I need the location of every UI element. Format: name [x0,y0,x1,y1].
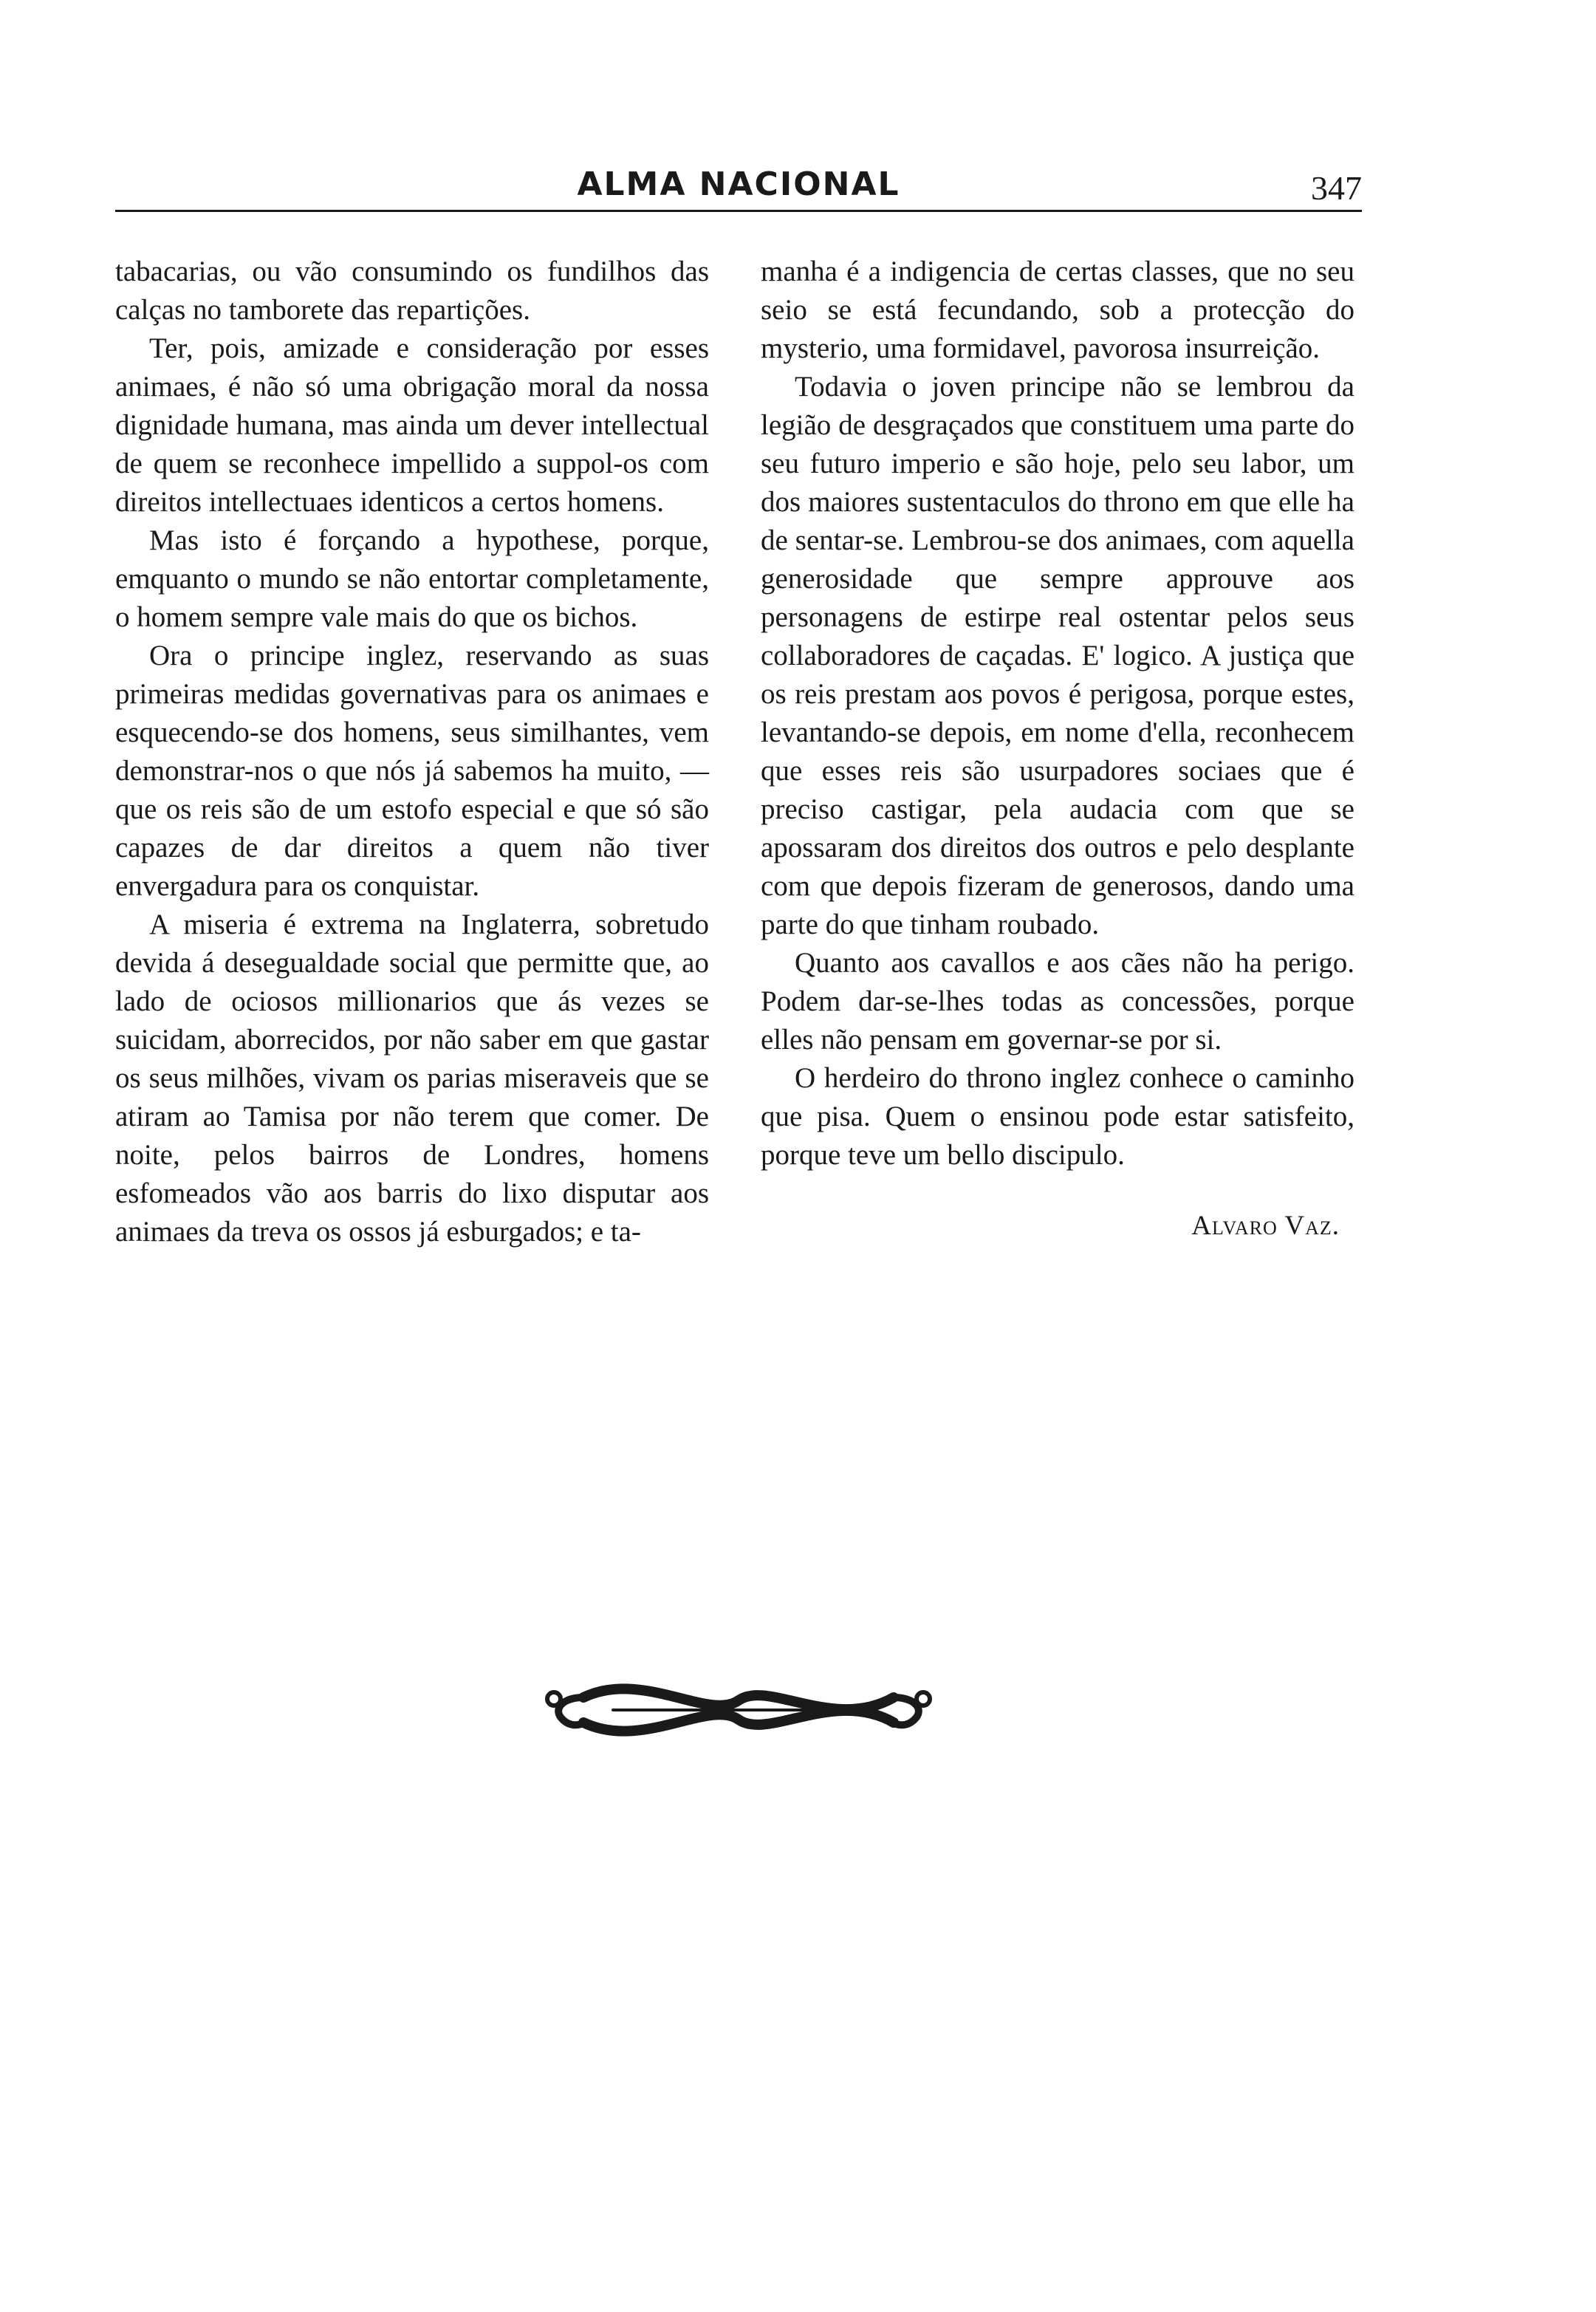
paragraph: Ora o principe inglez, reservando as suas primeiras medidas governativas para os animaes e esquecendo-se dos homens, seus similhantes, vem demonstrar-nos o que nós já sabemos ha muito, — que os reis são de um estofo especial e que só são capazes de dar direitos a quem não tiver envergadura para os conquistar. [115,640,709,902]
left-column [115,253,709,1251]
paragraph: Ter, pois, amizade e consideração por esses animaes, é não só uma obrigação moral da nossa dignidade humana, mas ainda um dever intellectual de quem se reconhece impellido a suppol-os com direitos intellectuaes identicos a certos homens. [115,332,709,518]
right-column [761,253,1354,1242]
paragraph: A miseria é extrema na Inglaterra, sobretudo devida á desegualdade social que permitte que, ao lado de ociosos millionarios que ás vezes se suicidam, aborrecidos, por não saber em que gastar os seus milhões, vivam os parias miseraveis que se atiram ao Tamisa por não terem que comer. De noite, pelos bairros de Londres, homens esfomeados vão aos barris do lixo disputar aos animaes da treva os ossos já esburgados; e ta- [115,909,709,1248]
paragraph: Quanto aos cavallos e aos cães não ha perigo. Podem dar-se-lhes todas as concessões, porque elles não pensam em governar-se por si. [761,947,1354,1056]
author-signature: Alvaro Vaz. [1191,1211,1340,1241]
paragraph: O herdeiro do throno inglez conhece o caminho que pisa. Quem o ensinou pode estar satisfeito, porque teve um bello discipulo. [761,1062,1354,1171]
page-number: 347 [1311,169,1362,207]
paragraph: Mas isto é forçando a hypothese, porque, emquanto o mundo se não entortar completamente, o homem sempre vale mais do que os bichos. [115,524,709,633]
paragraph: Todavia o joven principe não se lembrou da legião de desgraçados que constituem uma parte do seu futuro imperio e são hoje, pelo seu labor, um dos maiores sustentaculos do throno em que elle ha de sentar-se. Lembrou-se dos animaes, com aquella generosidade que sempre approuve aos personagens de estirpe real ostentar pelos seus collaboradores de caçadas. E' logico. A justiça que os reis prestam aos povos é perigosa, porque estes, levantando-se depois, em nome d'ella, reconhecem que esses reis são usurpadores sociaes que é preciso castigar, pela audacia com que se apossaram dos direitos dos outros e pelo desplante com que depois fizeram de generosos, dando uma parte do que tinham roubado. [761,371,1354,940]
header-rule [115,210,1362,212]
scroll-ornament-icon [532,1655,945,1765]
running-title: ALMA NACIONAL [577,165,900,203]
paragraph: tabacarias, ou vão consumindo os fundilhos das calças no tamborete das repartições. [115,256,709,326]
running-head [115,158,1362,210]
paragraph: manha é a indigencia de certas classes, que no seu seio se está fecundando, sob a protecção do mysterio, uma formidavel, pavorosa insurreição. [761,256,1354,364]
